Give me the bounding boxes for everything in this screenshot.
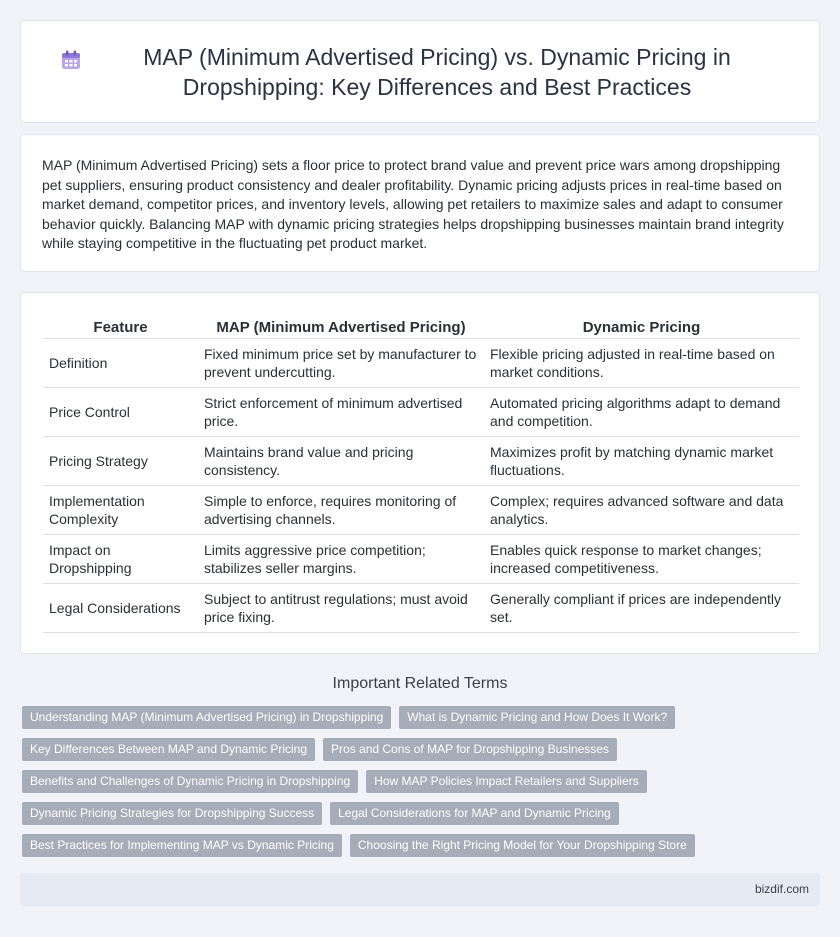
map-cell: Maintains brand value and pricing consistency.: [198, 437, 484, 486]
table-row: [43, 486, 799, 535]
dynamic-cell: Generally compliant if prices are independently set.: [484, 584, 799, 633]
table-row: [43, 388, 799, 437]
map-cell: Strict enforcement of minimum advertised price.: [198, 388, 484, 437]
table-header-row: [43, 315, 799, 339]
header-dynamic: Dynamic Pricing: [582, 319, 701, 336]
related-term-link[interactable]: How MAP Policies Impact Retailers and Suppliers: [366, 770, 647, 793]
map-cell: Fixed minimum price set by manufacturer to prevent undercutting.: [198, 339, 484, 388]
related-term-link[interactable]: Key Differences Between MAP and Dynamic Pricing: [22, 738, 315, 761]
table-row: [43, 339, 799, 388]
dynamic-cell: Flexible pricing adjusted in real-time based on market conditions.: [484, 339, 799, 388]
comparison-table: [43, 315, 799, 633]
feature-cell: Implementation Complexity: [43, 486, 198, 535]
related-terms-title: Important Related Terms: [332, 675, 508, 692]
tag-row: [22, 738, 822, 761]
map-cell: Subject to antitrust regulations; must avoid price fixing.: [198, 584, 484, 633]
related-term-link[interactable]: Dynamic Pricing Strategies for Dropshipping Success: [22, 802, 322, 825]
map-cell: Simple to enforce, requires monitoring of advertising channels.: [198, 486, 484, 535]
footer: [20, 873, 820, 906]
related-term-link[interactable]: Best Practices for Implementing MAP vs Dynamic Pricing: [22, 834, 342, 857]
comparison-table-card: [20, 292, 820, 654]
related-term-link[interactable]: Understanding MAP (Minimum Advertised Pricing) in Dropshipping: [22, 706, 391, 729]
feature-cell: Definition: [43, 339, 198, 388]
dynamic-cell: Automated pricing algorithms adapt to demand and competition.: [484, 388, 799, 437]
header-card: [20, 20, 820, 123]
related-term-link[interactable]: What is Dynamic Pricing and How Does It Work?: [399, 706, 675, 729]
dynamic-cell: Complex; requires advanced software and data analytics.: [484, 486, 799, 535]
tag-row: [22, 834, 822, 857]
title-wrap: [60, 42, 780, 102]
feature-cell: Pricing Strategy: [43, 437, 198, 486]
tag-row: [22, 770, 822, 793]
related-term-link[interactable]: Pros and Cons of MAP for Dropshipping Businesses: [323, 738, 617, 761]
intro-text: MAP (Minimum Advertised Pricing) sets a floor price to protect brand value and prevent price wars among dropshipping pet suppliers, ensuring product consistency and dealer profitability. Dynamic pricing adjusts prices in real-time based on market demand, competitor prices, and inventory levels, allowing pet retailers to maximize sales and adapt to consumer behavior quickly. Balancing MAP with dynamic pricing strategies helps dropshipping businesses maintain brand integrity while staying competitive in the fluctuating pet product market.: [42, 157, 784, 252]
related-term-link[interactable]: Benefits and Challenges of Dynamic Pricing in Dropshipping: [22, 770, 358, 793]
intro-card: [20, 134, 820, 272]
site-link[interactable]: bizdif.com: [754, 882, 809, 896]
page-title: MAP (Minimum Advertised Pricing) vs. Dynamic Pricing in Dropshipping: Key Differences and Best Practices: [143, 43, 731, 100]
table-row: [43, 535, 799, 584]
header-map: MAP (Minimum Advertised Pricing): [216, 319, 466, 336]
table-row: [43, 584, 799, 633]
feature-cell: Legal Considerations: [43, 584, 198, 633]
related-term-link[interactable]: Legal Considerations for MAP and Dynamic Pricing: [330, 802, 619, 825]
tag-row: [22, 706, 822, 729]
map-cell: Limits aggressive price competition; stabilizes seller margins.: [198, 535, 484, 584]
dynamic-cell: Maximizes profit by matching dynamic market fluctuations.: [484, 437, 799, 486]
feature-cell: Price Control: [43, 388, 198, 437]
related-terms-list: [22, 706, 822, 866]
related-term-link[interactable]: Choosing the Right Pricing Model for Your Dropshipping Store: [350, 834, 695, 857]
table-row: [43, 437, 799, 486]
header-feature: Feature: [93, 319, 148, 336]
dynamic-cell: Enables quick response to market changes; increased competitiveness.: [484, 535, 799, 584]
tag-row: [22, 802, 822, 825]
feature-cell: Impact on Dropshipping: [43, 535, 198, 584]
calendar-icon: [60, 49, 82, 71]
